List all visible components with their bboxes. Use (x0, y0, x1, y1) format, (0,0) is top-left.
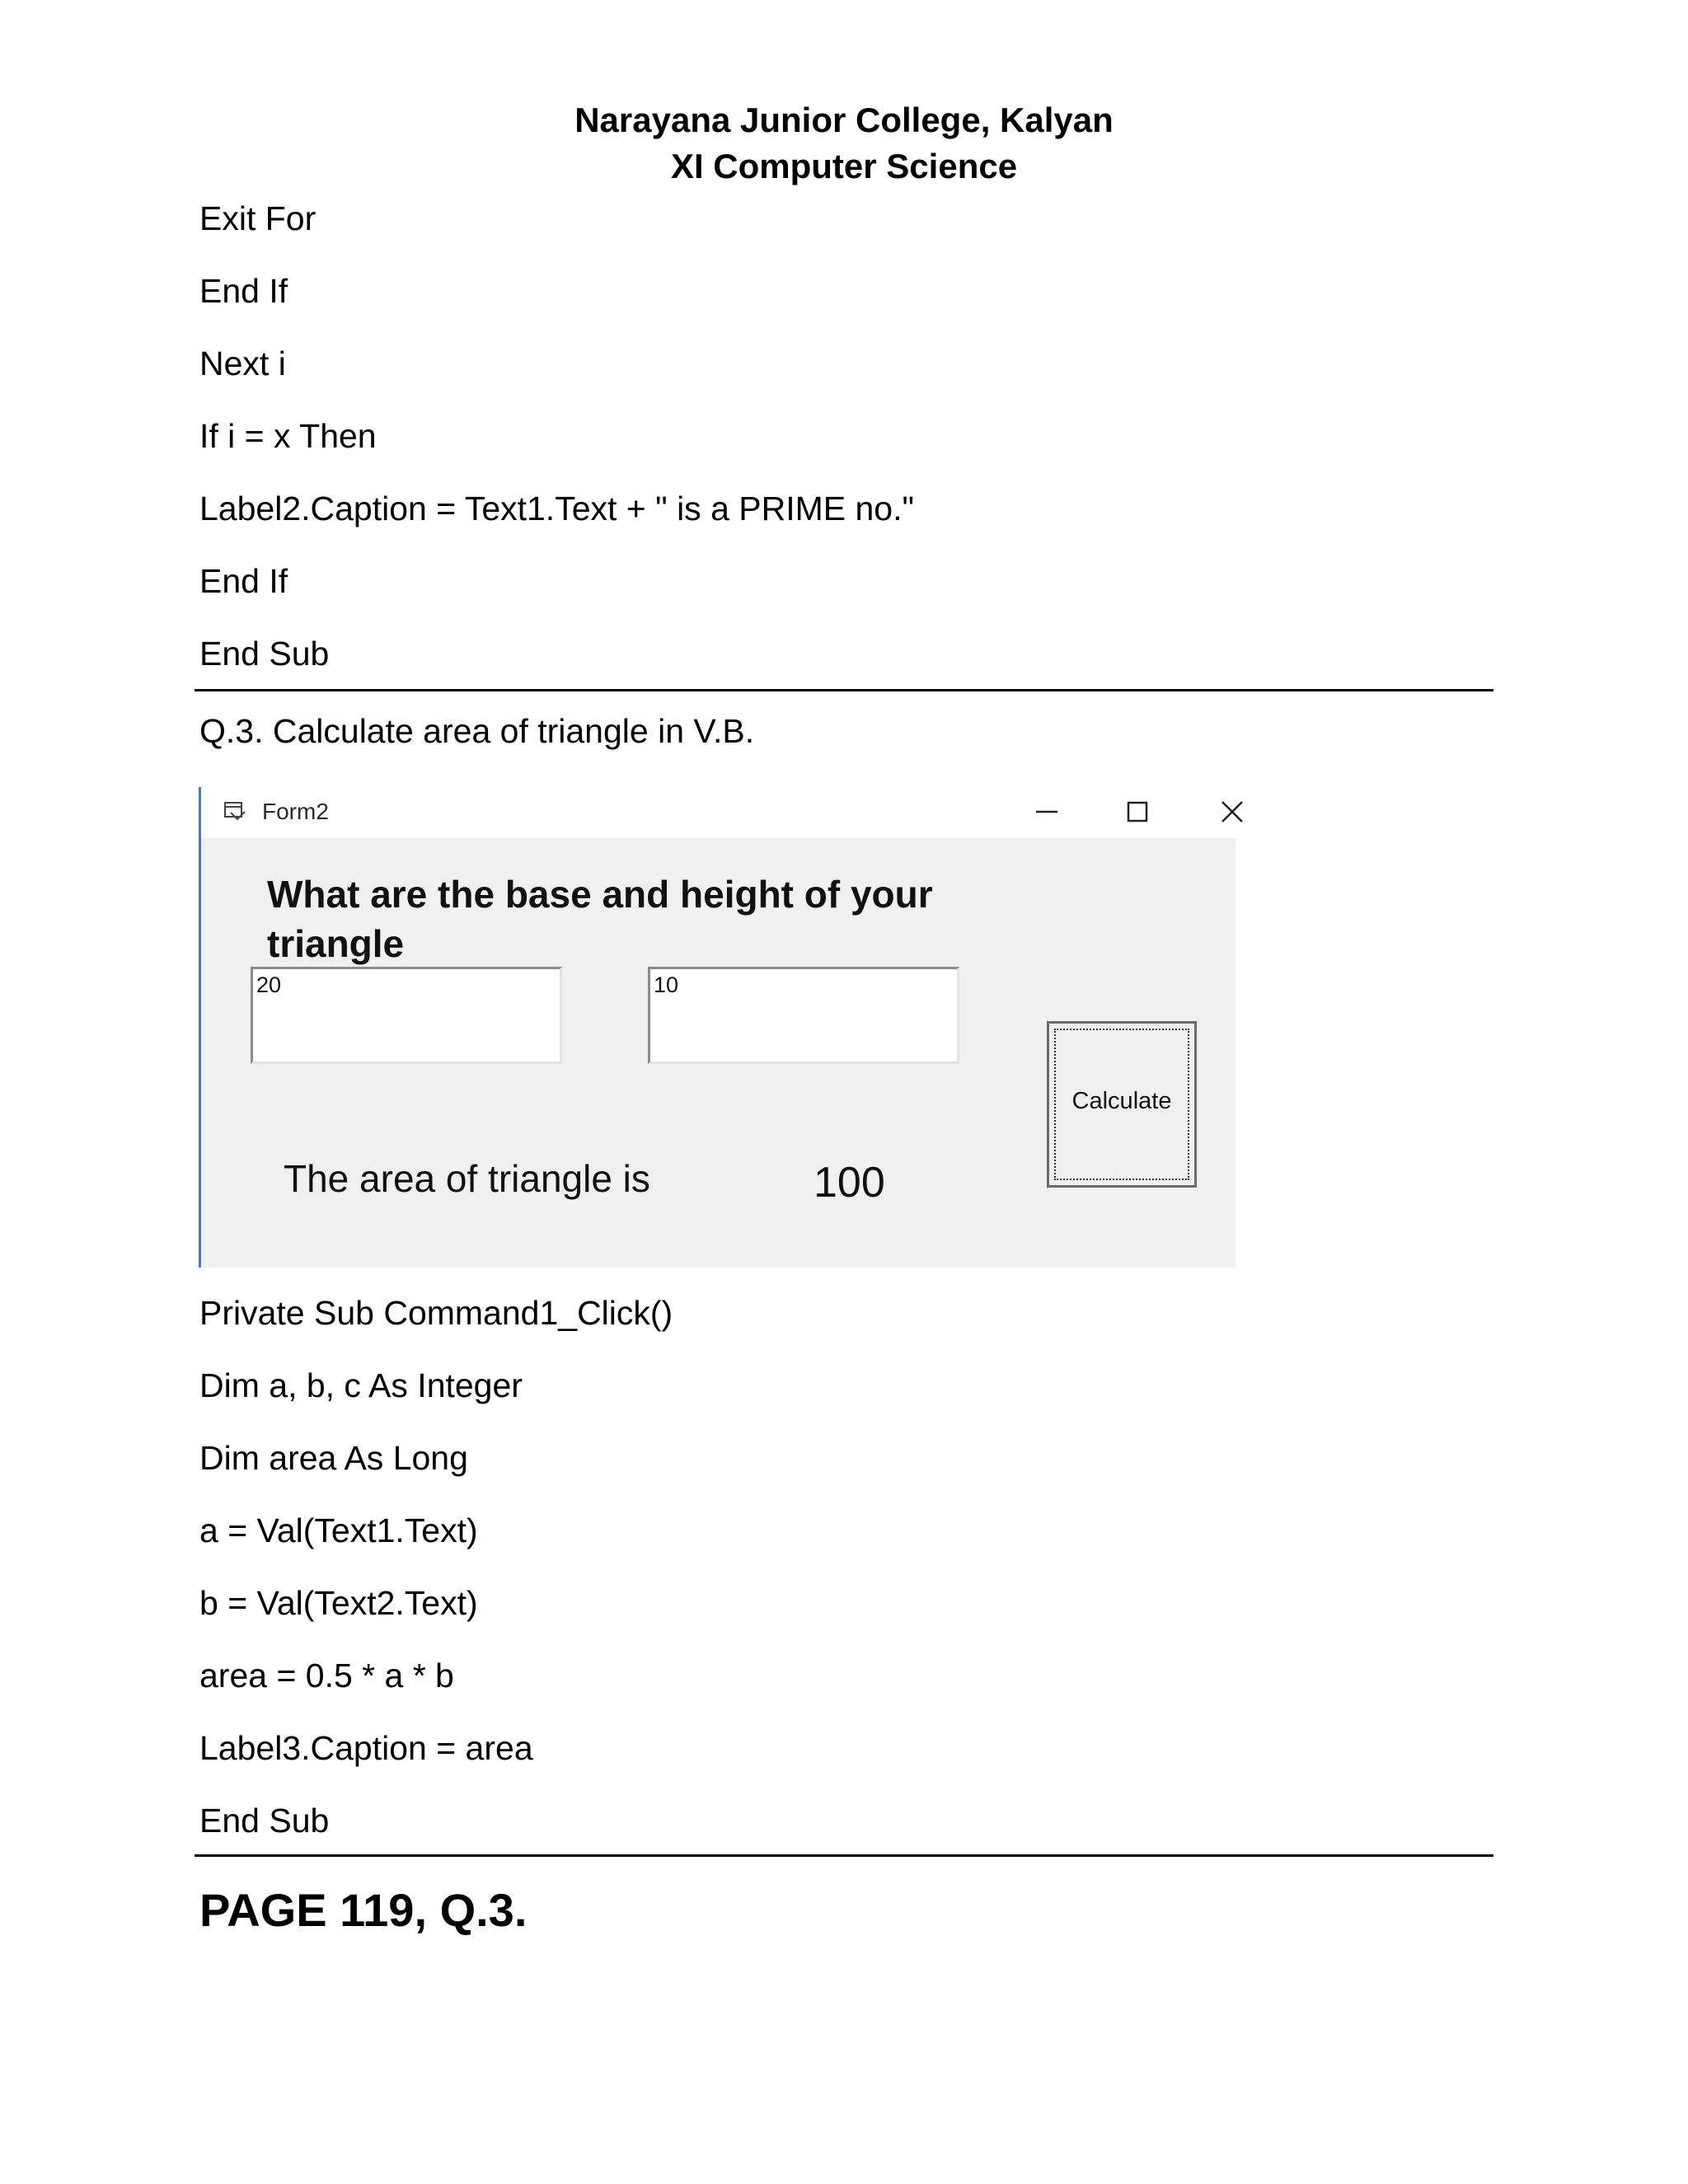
code-line: b = Val(Text2.Text) (199, 1584, 478, 1622)
close-icon[interactable] (1211, 794, 1254, 830)
calculate-button[interactable] (1047, 1021, 1197, 1188)
window-titlebar[interactable] (201, 787, 1236, 838)
code-line: area = 0.5 * a * b (199, 1657, 454, 1694)
code-line: Private Sub Command1_Click() (199, 1294, 673, 1332)
code-line: If i = x Then (199, 417, 377, 455)
result-label: The area of triangle is (284, 1157, 650, 1200)
question-heading: Q.3. Calculate area of triangle in V.B. (199, 712, 755, 750)
code-line: Dim area As Long (199, 1439, 468, 1477)
code-line: End If (199, 562, 288, 600)
code-line: End Sub (199, 635, 330, 673)
prompt-label: What are the base and height of your triangle (267, 873, 933, 965)
form-window-icon (223, 799, 247, 823)
calculate-button-label: Calculate (1071, 1088, 1172, 1114)
code-line: Dim a, b, c As Integer (199, 1366, 523, 1404)
subject-name: XI Computer Science (670, 147, 1018, 185)
code-line: End Sub (199, 1802, 330, 1840)
height-input-value: 10 (654, 972, 679, 997)
college-name: Narayana Junior College, Kalyan (574, 101, 1114, 139)
base-input-value: 20 (256, 972, 282, 997)
minimize-icon[interactable] (1025, 794, 1068, 830)
result-value: 100 (814, 1159, 885, 1207)
vb-form-window (199, 787, 1236, 1268)
height-input[interactable] (648, 967, 959, 1064)
section-divider (195, 1854, 1493, 1857)
page-header (0, 97, 1688, 190)
code-line: Next i (199, 344, 286, 382)
code-line: Label2.Caption = Text1.Text + " is a PRIME no." (199, 490, 915, 527)
base-input[interactable] (251, 967, 562, 1064)
form-client-area (201, 838, 1236, 1268)
code-line: End If (199, 272, 288, 310)
page-reference: PAGE 119, Q.3. (199, 1884, 528, 1936)
code-line: Label3.Caption = area (199, 1729, 533, 1767)
window-title: Form2 (262, 799, 329, 824)
code-line: Exit For (199, 199, 316, 237)
section-divider (195, 689, 1493, 691)
maximize-icon[interactable] (1116, 794, 1159, 830)
code-line: a = Val(Text1.Text) (199, 1511, 478, 1549)
